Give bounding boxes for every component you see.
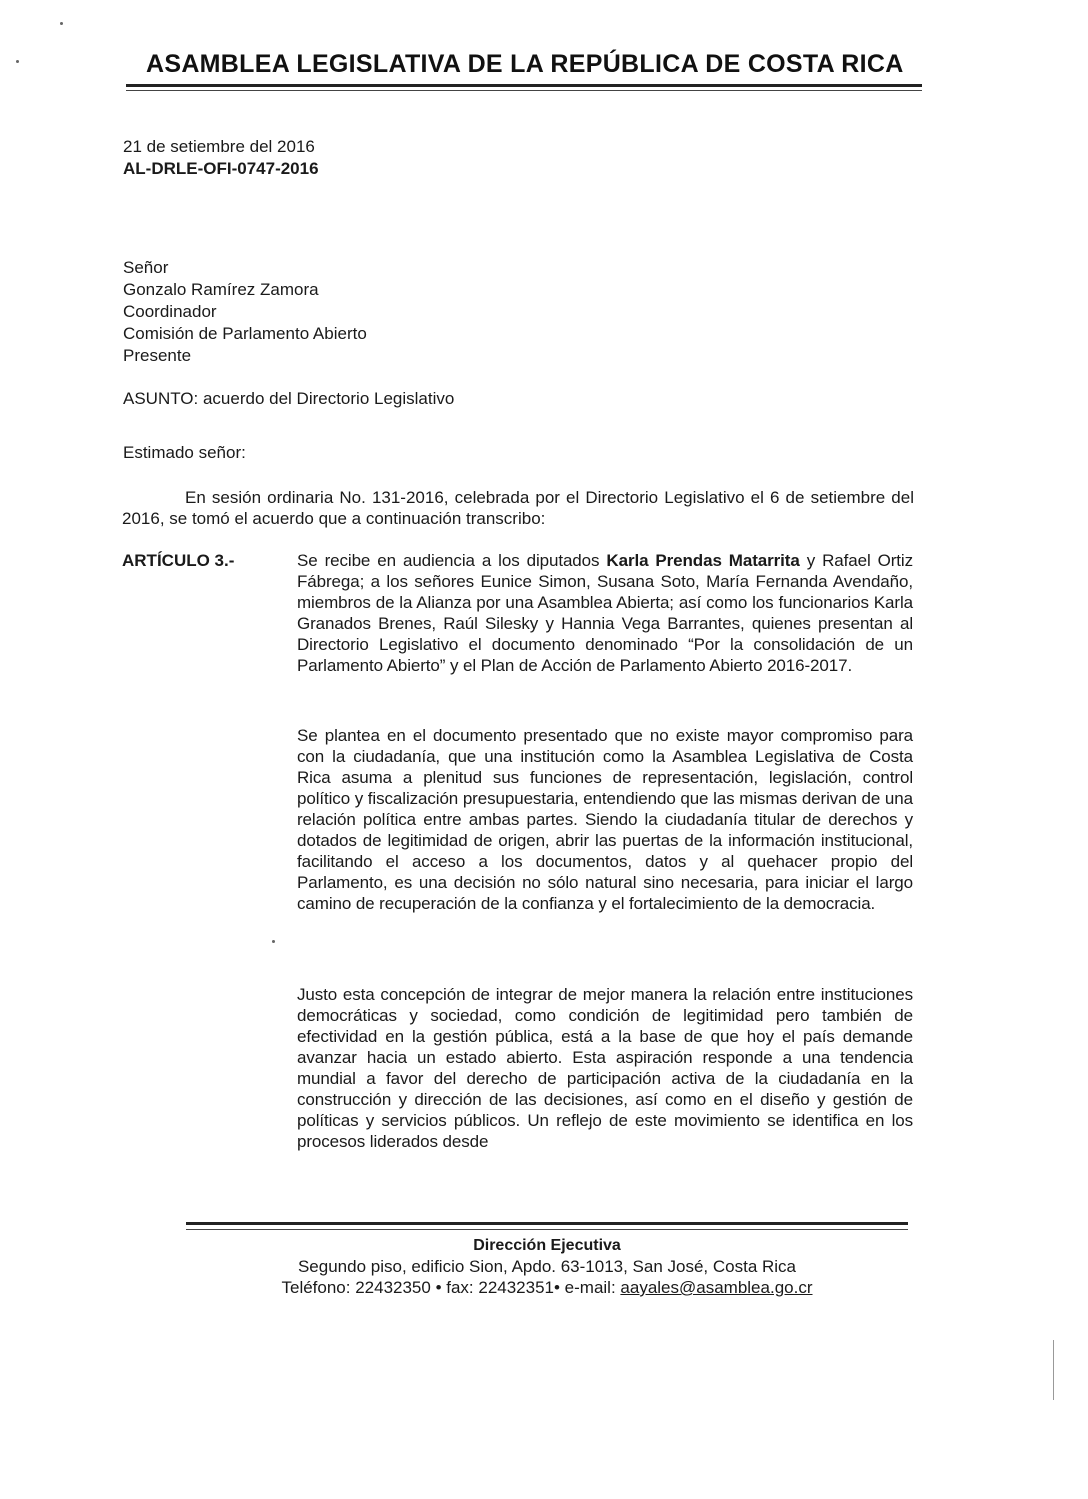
intro-paragraph: En sesión ordinaria No. 131-2016, celebrada por el Directorio Legislativo el 6 de setiembre del 2016, se tomó el acuerdo que a continuación transcribo:: [122, 488, 914, 528]
scan-speck: [16, 60, 19, 63]
bold-name: Karla Prendas Matarrita: [606, 551, 800, 570]
contact-text: Teléfono: 22432350 • fax: 22432351• e-mail:: [281, 1278, 621, 1297]
reference-number: AL-DRLE-OFI-0747-2016: [123, 159, 319, 178]
paragraph-text: Se recibe en audiencia a los diputados: [297, 551, 607, 570]
scan-edge-mark: [1053, 1340, 1054, 1400]
footer-department: Dirección Ejecutiva: [473, 1237, 621, 1254]
recipient-line: Coordinador: [123, 302, 217, 321]
article-paragraph-1: [297, 550, 913, 676]
footer-divider: [186, 1222, 908, 1225]
footer-divider-thin: [186, 1229, 908, 1230]
paragraph-text: y Rafael Ortiz Fábrega; a los señores Eunice Simon, Susana Soto, María Fernanda Avendaño, miembros de la Alianza por una Asamblea Abierta; así como los funcionarios Karla Granados Brenes, Raúl Silesky y Hannia Vega Barrantes, quienes presentan al Directorio Legislativo el documento denominado “Por la consolidación de un Parlamento Abierto” y el Plan de Acción de Parlamento Abierto 2016-2017.: [297, 551, 913, 675]
article-paragraph-3: Justo esta concepción de integrar de mejor manera la relación entre instituciones democráticas y sociedad, como condición de legitimidad pero también de efectividad en la gestión pública, está a la base de que hoy el país demande avanzar hacia un estado abierto. Esta aspiración responde a una tendencia mundial a favor del derecho de participación activa de la ciudadanía en la construcción y dirección de las decisiones, así como en el diseño y gestión de políticas y servicios públicos. Un reflejo de este movimiento se identifica en los procesos liderados desde: [297, 985, 913, 1151]
header-divider: [126, 84, 922, 87]
article-label: ARTÍCULO 3.-: [122, 551, 235, 570]
footer-address: Segundo piso, edificio Sion, Apdo. 63-1013, San José, Costa Rica: [297, 1257, 797, 1276]
recipient-line: Gonzalo Ramírez Zamora: [123, 280, 319, 299]
recipient-line: Presente: [123, 346, 192, 365]
footer-block: [186, 1235, 908, 1298]
letter-date: 21 de setiembre del 2016: [123, 137, 315, 156]
salutation: Estimado señor:: [123, 443, 246, 462]
scan-speck: [272, 940, 275, 943]
letterhead-title: ASAMBLEA LEGISLATIVA DE LA REPÚBLICA DE COSTA RICA: [146, 50, 904, 78]
recipient-line: Señor: [123, 258, 169, 277]
header-divider-thin: [126, 90, 922, 91]
article-paragraph-2: Se plantea en el documento presentado que no existe mayor compromiso para con la ciudadanía, que una institución como la Asamblea Legislativa de Costa Rica asuma a plenitud sus funciones de representación, legislación, control político y fiscalización presupuestaria, entendiendo que las mismas derivan de una relación política entre ambas partes. Siendo la ciudadanía titular de derechos y dotados de legitimidad de origen, abrir las puertas de la información institucional, facilitando el acceso a los documentos, datos y al quehacer propio del Parlamento, es una decisión no sólo natural sino necesaria, para iniciar el largo camino de recuperación de la confianza y el fortalecimiento de la democracia.: [297, 726, 913, 913]
footer-contact: [186, 1277, 908, 1298]
scan-speck: [60, 22, 63, 25]
email-link[interactable]: aayales@asamblea.go.cr: [620, 1278, 813, 1297]
recipient-line: Comisión de Parlamento Abierto: [123, 324, 367, 343]
recipient-block: [123, 257, 367, 367]
subject-line: ASUNTO: acuerdo del Directorio Legislativo: [123, 389, 455, 408]
